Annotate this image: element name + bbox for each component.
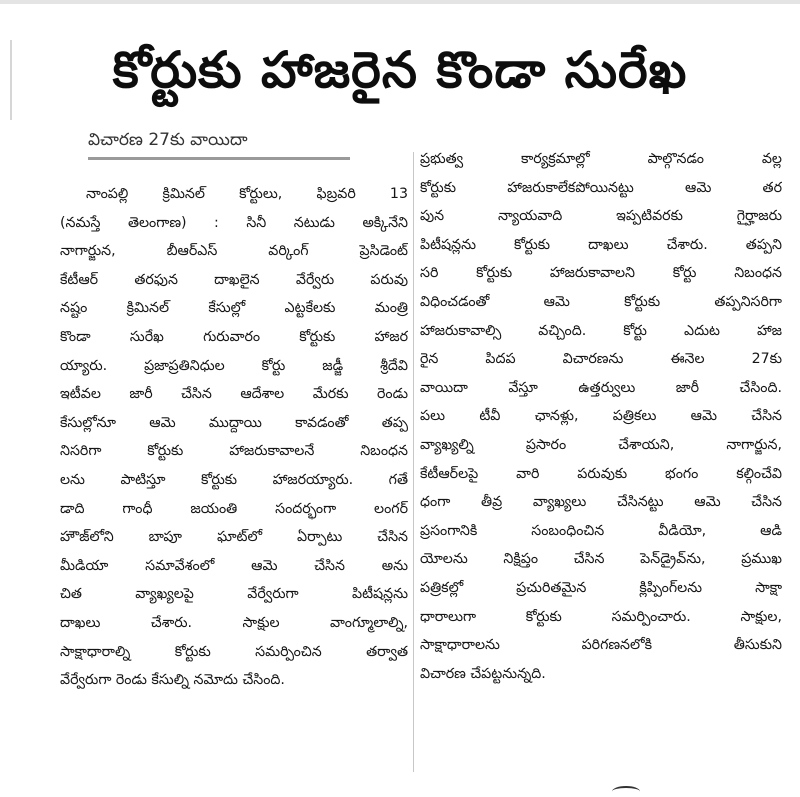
article-line: యోలను నిక్షిప్తం చేసిన పెన్‌డ్రైవ్‌ను, ప్రముఖ (420, 551, 782, 568)
page-edge-mark (612, 786, 640, 797)
article-line: ధంగా తీవ్ర వ్యాఖ్యలు చేసినట్టు ఆమె చేసిన (420, 494, 782, 511)
article-line: వేర్వేరుగా రెండు కేసుల్ని నమోదు చేసింది. (60, 672, 285, 689)
article-line: లను పాటిస్తూ కోర్టుకు హాజరయ్యారు. గతే (60, 471, 408, 488)
article-line: కేటీఆర్‌లపై వారి పరువుకు భంగం కల్గించేవి (420, 465, 782, 482)
column-divider (413, 152, 414, 772)
article-line: ధారాలుగా కోర్టుకు సమర్పించారు. సాక్షుల, (420, 608, 782, 625)
article-line: వాయిదా వేస్తూ ఉత్తర్వులు జారీ చేసింది. (420, 379, 782, 396)
article-line: హౌజ్‌లోని బాపూ ఘాట్‌లో ఏర్పాటు చేసిన (60, 529, 408, 546)
article-line: కోర్టుకు హాజరుకాలేకపోయినట్టు ఆమె తర (420, 179, 782, 196)
article-line: సాక్షాధారాలను పరిగణనలోకి తీసుకుని (420, 637, 782, 654)
article-line: పలు టీవీ ఛానళ్లు, పత్రికలు ఆమె చేసిన (420, 408, 782, 425)
article-line: కొండా సురేఖ గురువారం కోర్టుకు హాజర (60, 328, 408, 345)
article-line: చిత వ్యాఖ్యలపై వేర్వేరుగా పిటీషన్లను (60, 586, 408, 603)
article-line: పత్రికల్లో ప్రచురితమైన క్లిప్పింగ్‌లను సాక్షా (420, 579, 782, 596)
headline: కోర్టుకు హాజరైన కొండా సురేఖ (112, 41, 688, 99)
article-line: డాది గాంధీ జయంతి సందర్భంగా లంగర్ (60, 500, 408, 517)
article-line: నష్టం క్రిమినల్ కేసుల్లో ఎట్టకేలకు మంత్రి (60, 300, 408, 317)
article-line: రైన పిదప విచారణను ఈనెల 27కు (420, 351, 782, 368)
article-line: కేటీఆర్ తరఫున దాఖలైన వేర్వేరు పరువు (60, 271, 408, 288)
article-line: ప్రసంగానికి సంబంధించిన వీడియో, ఆడి (420, 522, 782, 539)
article-line: ప్రభుత్వ కార్యక్రమాల్లో పాల్గొనడం వల్ల (420, 151, 782, 167)
article-line: పున న్యాయవాది ఇప్పటివరకు గైర్హాజరు (420, 208, 782, 225)
article-line: విధించడంతో ఆమె కోర్టుకు తప్పనిసరిగా (420, 293, 782, 310)
article-line: నాగార్జున, బీఆర్‌ఎస్ వర్కింగ్ ప్రెసిడెంట్ (60, 243, 408, 260)
subheadline-underline (88, 157, 350, 160)
article-line: విచారణ చేపట్టనున్నది. (420, 665, 546, 682)
article-line: (నమస్తే తెలంగాణ) : సినీ నటుడు అక్కినేని (60, 214, 408, 231)
article-line: దాఖలు చేశారు. సాక్షుల వాంగ్మూలాల్ని, (60, 614, 408, 631)
article-line: పిటీషన్లను కోర్టుకు దాఖలు చేశారు. తప్పని (420, 236, 782, 253)
article-right-column (420, 145, 782, 688)
article-line: కేసుల్లోనూ ఆమె ముద్దాయి కావడంతో తప్ప (60, 414, 408, 431)
article-left-column (60, 180, 408, 695)
article-line: నిసరిగా కోర్టుకు హాజరుకావాలనే నిబంధన (60, 443, 408, 460)
article-line: సాక్షాధారాల్ని కోర్టుకు సమర్పించిన తర్వాత (60, 643, 408, 660)
article-line: ఇటీవల జారీ చేసిన ఆదేశాల మేరకు రెండు (60, 386, 408, 403)
article-line: వ్యాఖ్యల్ని ప్రసారం చేశాయని, నాగార్జున, (420, 436, 782, 453)
article-line: మీడియా సమావేశంలో ఆమె చేసిన అను (60, 557, 408, 574)
article-line: నాంపల్లి క్రిమినల్ కోర్టులు, ఫిబ్రవరి 13 (86, 186, 408, 202)
article-line: హాజరుకావాల్సి వచ్చింది. కోర్టు ఎదుట హాజ (420, 322, 782, 339)
article-line: య్యారు. ప్రజాప్రతినిధుల కోర్టు జడ్జీ శ్రీదేవి (60, 357, 408, 374)
subheadline: విచారణ 27కు వాయిదా (88, 130, 248, 150)
article-line: సరి కోర్టుకు హాజరుకావాలని కోర్టు నిబంధన (420, 265, 782, 282)
top-border (0, 0, 800, 4)
